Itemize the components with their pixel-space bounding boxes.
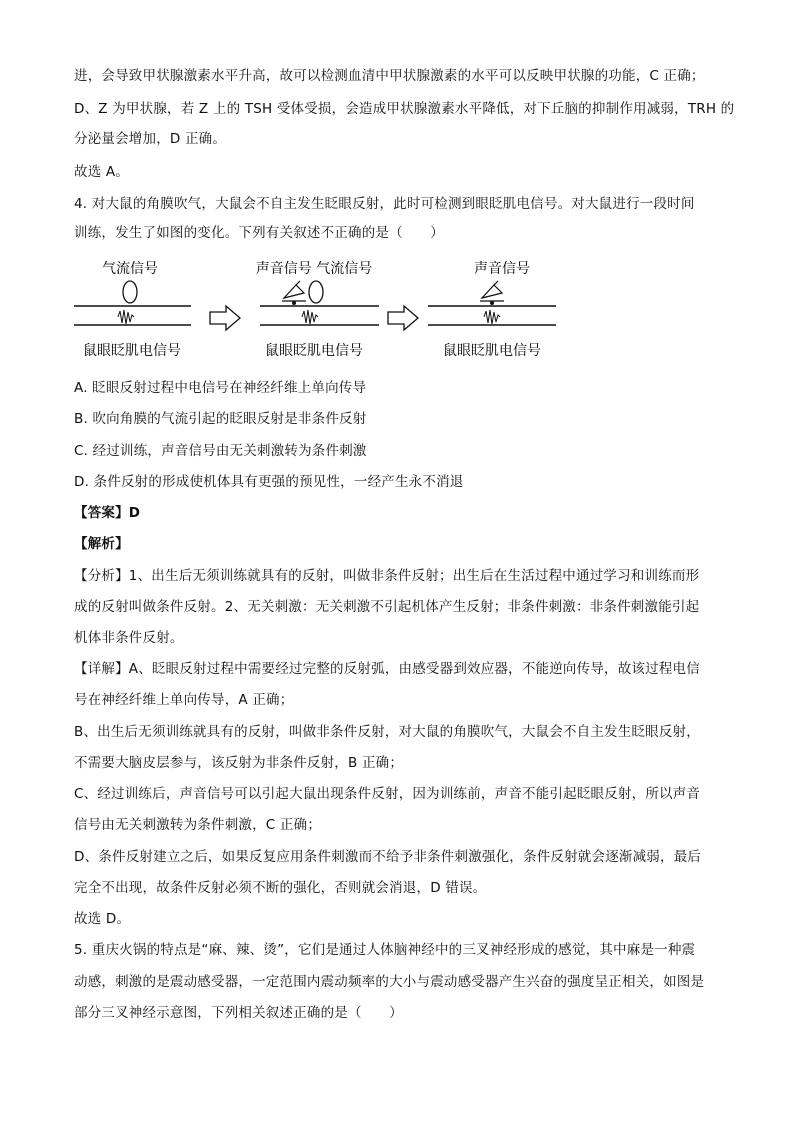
analysis-line: C、经过训练后，声音信号可以引起大鼠出现条件反射，因为训练前，声音不能引起眨眼反射，所以声音 — [74, 786, 701, 802]
airflow-signal-label: 气流信号 — [102, 261, 158, 277]
answer-line: 【答案】D — [74, 505, 141, 521]
bell-icon — [282, 281, 306, 305]
analysis-line: 信号由无关刺激转为条件刺激，C 正确； — [74, 817, 322, 833]
question-4-stem: 4. 对大鼠的角膜吹气，大鼠会不自主发生眨眼反射，此时可检测到眼眨肌电信号。对大鼠进行一段时间 — [74, 196, 695, 212]
analysis-line: 【详解】A、眨眼反射过程中需要经过完整的反射弧，由感受器到效应器，不能逆向传导，故该过程电信 — [74, 661, 700, 677]
option-a: A. 眨眼反射过程中电信号在神经纤维上单向传导 — [74, 380, 367, 396]
question-5-stem: 部分三叉神经示意图，下列相关叙述正确的是（ ） — [74, 1005, 403, 1021]
analysis-line: 成的反射叫做条件反射。2、无关刺激：无关刺激不引起机体产生反射；非条件刺激：非条件刺激能引起 — [74, 599, 700, 615]
arrow-icon — [388, 306, 418, 330]
airflow-icon — [123, 281, 137, 303]
analysis-line: 故选 D。 — [74, 911, 131, 927]
panel-3 — [428, 261, 556, 359]
text-line: 进，会导致甲状腺激素水平升高，故可以检测血清中甲状腺激素的水平可以反映甲状腺的功能，C 正确； — [74, 68, 705, 84]
bell-icon — [480, 281, 504, 305]
analysis-line: 【分析】1、出生后无须训练就具有的反射，叫做非条件反射；出生后在生活过程中通过学习和训练而形 — [74, 568, 700, 584]
analysis-line: B、出生后无须训练就具有的反射，叫做非条件反射，对大鼠的角膜吹气，大鼠会不自主发生眨眼反射， — [74, 724, 700, 740]
text-line: 故选 A。 — [74, 164, 130, 180]
emg-signal-label: 鼠眼眨肌电信号 — [265, 343, 363, 359]
panel-2 — [256, 260, 379, 359]
question-5-stem: 动感，刺激的是震动感受器，一定范围内震动频率的大小与震动感受器产生兴奋的强度呈正相关，如图是 — [74, 974, 705, 990]
analysis-line: 不需要大脑皮层参与，该反射为非条件反射，B 正确； — [74, 755, 404, 771]
analysis-line: 号在神经纤维上单向传导，A 正确； — [74, 692, 294, 708]
sound-airflow-signal-label: 声音信号 气流信号 — [255, 261, 373, 277]
text-line: 分泌量会增加，D 正确。 — [74, 131, 227, 147]
analysis-heading: 【解析】 — [74, 536, 129, 552]
emg-signal-label: 鼠眼眨肌电信号 — [443, 343, 541, 359]
panel-1 — [74, 260, 191, 359]
question-5-stem: 5. 重庆火锅的特点是“麻、辣、烫”，它们是通过人体脑神经中的三叉神经形成的感觉，其中麻是一种震 — [74, 942, 696, 958]
reflex-training-figure — [74, 255, 564, 365]
option-b: B. 吹向角膜的气流引起的眨眼反射是非条件反射 — [74, 411, 367, 427]
emg-signal-icon — [484, 310, 500, 324]
option-c: C. 经过训练，声音信号由无关刺激转为条件刺激 — [74, 443, 367, 459]
sound-signal-label: 声音信号 — [474, 261, 530, 277]
emg-signal-label: 鼠眼眨肌电信号 — [83, 343, 181, 359]
analysis-line: D、条件反射建立之后，如果反复应用条件刺激而不给予非条件刺激强化，条件反射就会逐渐减弱，最后 — [74, 849, 702, 865]
airflow-icon — [309, 281, 323, 303]
analysis-line: 机体非条件反射。 — [74, 630, 184, 646]
arrow-icon — [210, 306, 240, 330]
option-d: D. 条件反射的形成使机体具有更强的预见性，一经产生永不消退 — [74, 474, 464, 490]
emg-signal-icon — [118, 310, 134, 324]
question-4-stem: 训练，发生了如图的变化。下列有关叙述不正确的是（ ） — [74, 225, 444, 241]
emg-signal-icon — [302, 310, 318, 324]
text-line: D、Z 为甲状腺，若 Z 上的 TSH 受体受损，会造成甲状腺激素水平降低，对下丘脑的抑制作用减弱，TRH 的 — [74, 101, 735, 117]
analysis-line: 完全不出现，故条件反射必须不断的强化，否则就会消退，D 错误。 — [74, 880, 487, 896]
